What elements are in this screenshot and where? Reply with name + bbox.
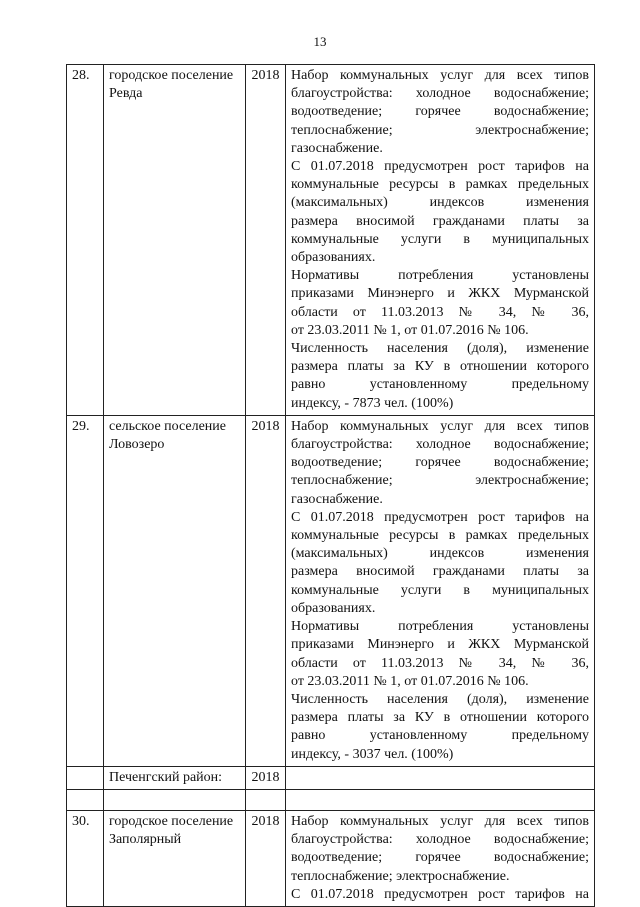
municipality-name: сельское поселение Ловозеро [104,415,246,766]
empty-cell [104,789,246,810]
description-line: водоотведение; горячее водоснабжение; [291,104,589,120]
row-description [286,65,595,416]
description-line: Набор коммунальных услуг для всех типов [291,813,589,829]
description-line: Набор коммунальных услуг для всех типов [291,68,589,83]
description-line: индексу, - 3037 чел. (100%) [291,746,454,762]
row-number [67,766,104,789]
description-line: водоотведение; горячее водоснабжение; [291,850,589,866]
page-number: 13 [313,34,327,49]
description-line: коммунальные услуги в муниципальных [291,231,589,247]
row-year: 2018 [246,415,286,766]
description-line: (максимальных) индексов изменения [291,195,589,211]
description-line: (максимальных) индексов изменения [291,546,589,562]
description-line: от 23.03.2011 № 1, от 01.07.2016 № 106. [291,673,529,689]
table-row [67,810,595,906]
description-line: области от 11.03.2013 № 34, № 36, [291,304,589,320]
description-line: газоснабжение. [291,140,383,156]
description-line: образованиях. [291,250,376,266]
empty-cell [246,789,286,810]
row-number: 30. [67,810,104,906]
municipality-name: городское поселение Заполярный [104,810,246,906]
description-line: теплоснабжение; электроснабжение. [291,868,510,884]
description-line: размера платы за КУ в отношении которого [291,710,589,726]
description-line: Набор коммунальных услуг для всех типов [291,418,589,434]
description-line: равно установленному предельному [291,377,589,393]
description-line: коммунальные ресурсы в рамках предельных [291,528,589,544]
description-line: Нормативы потребления установлены [291,268,589,284]
description-line: размера платы за КУ в отношении которого [291,359,589,375]
description-line: благоустройства: холодное водоснабжение; [291,86,589,102]
description-line: приказами Минэнерго и ЖКХ Мурманской [291,637,589,653]
row-description [286,415,595,766]
table-row [67,415,595,766]
description-line: газоснабжение. [291,491,383,507]
description-line: благоустройства: холодное водоснабжение; [291,437,589,453]
empty-cell [286,789,595,810]
row-year: 2018 [246,65,286,416]
description-line: области от 11.03.2013 № 34, № 36, [291,655,589,671]
description-line: благоустройства: холодное водоснабжение; [291,832,589,848]
description-line: С 01.07.2018 предусмотрен рост тарифов на [291,509,589,525]
row-number: 29. [67,415,104,766]
description-line: теплоснабжение; электроснабжение; [291,473,589,489]
description-line: С 01.07.2018 предусмотрен рост тарифов на [291,886,589,902]
description-line: коммунальные услуги в муниципальных [291,582,589,598]
description-line: водоотведение; горячее водоснабжение; [291,455,589,471]
description-line: размера вносимой гражданами платы за [291,213,589,229]
table-row [67,65,595,416]
description-line: индексу, - 7873 чел. (100%) [291,395,454,411]
description-line: размера вносимой гражданами платы за [291,564,589,580]
row-year: 2018 [246,810,286,906]
description-line: коммунальные ресурсы в рамках предельных [291,177,589,193]
description-line: теплоснабжение; электроснабжение; [291,122,589,138]
description-line: образованиях. [291,600,376,616]
row-description [286,810,595,906]
description-line: С 01.07.2018 предусмотрен рост тарифов на [291,159,589,175]
description-line: от 23.03.2011 № 1, от 01.07.2016 № 106. [291,322,529,338]
description-line: Численность населения (доля), изменение [291,691,589,707]
row-year: 2018 [246,766,286,789]
empty-cell [67,789,104,810]
table-row [67,766,595,789]
description-line: приказами Минэнерго и ЖКХ Мурманской [291,286,589,302]
row-number: 28. [67,65,104,416]
description-line: Нормативы потребления установлены [291,619,589,635]
description-line: Численность населения (доля), изменение [291,341,589,357]
description-line: равно установленному предельному [291,728,589,744]
municipality-name: городское поселение Ревда [104,65,246,416]
row-description [286,766,595,789]
table-row-spacer [67,789,595,810]
district-name: Печенгский район: [104,766,246,789]
tariff-table [66,64,595,907]
